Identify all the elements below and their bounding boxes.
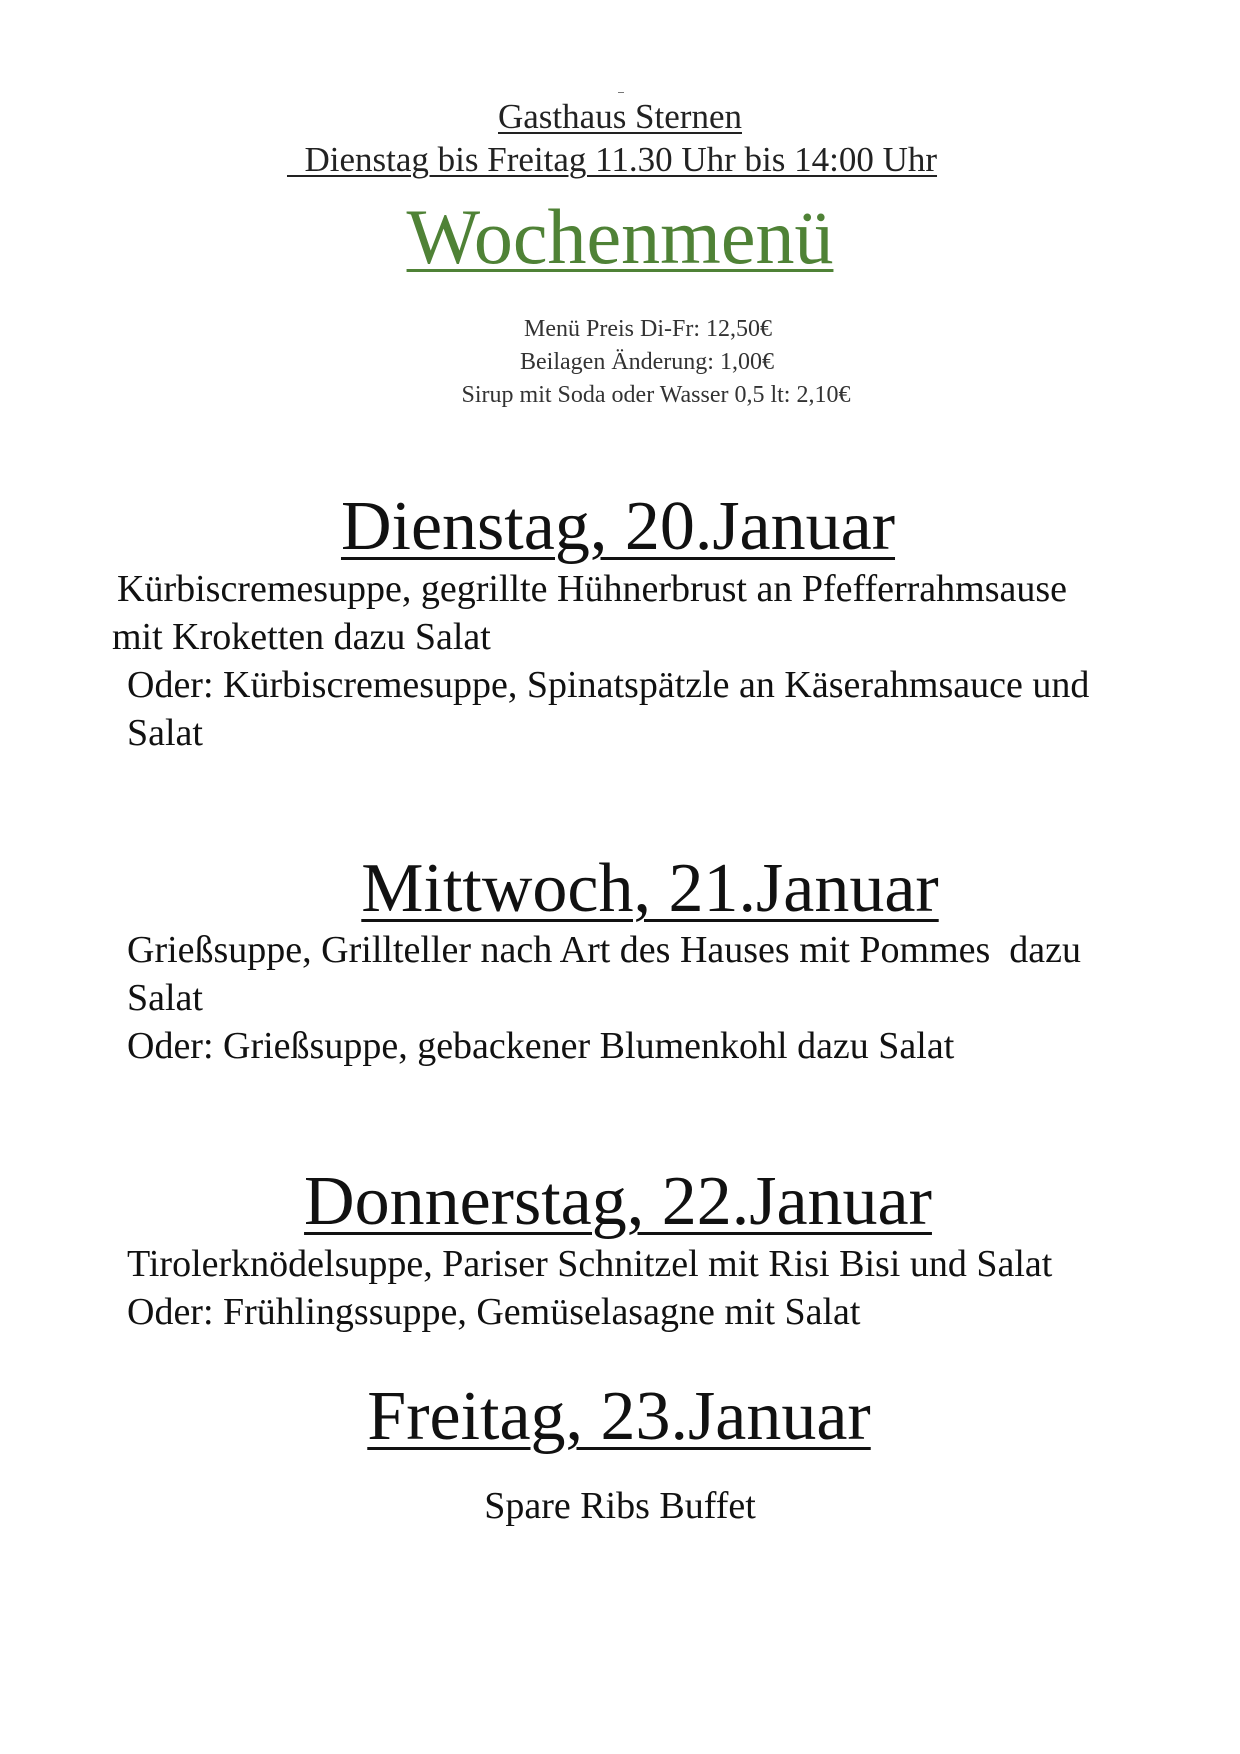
menu-line: Grießsuppe, Grillteller nach Art des Hauses mit Pommes dazu (127, 929, 1082, 971)
day-heading-wednesday: Mittwoch, 21.Januar (361, 850, 939, 927)
menu-line: Tirolerknödelsuppe, Pariser Schnitzel mit Risi Bisi und Salat (127, 1243, 1053, 1285)
menu-line: Spare Ribs Buffet (484, 1485, 756, 1527)
menu-line: Oder: Kürbiscremesuppe, Spinatspätzle an Käserahmsauce und (127, 664, 1090, 706)
price-side-change: Beilagen Änderung: 1,00€ (520, 349, 774, 375)
page-title: Wochenmenü (406, 193, 834, 280)
day-heading-thursday: Donnerstag, 22.Januar (304, 1163, 932, 1240)
opening-hours: Dienstag bis Freitag 11.30 Uhr bis 14:00 Uhr (286, 140, 938, 179)
menu-line: Salat (127, 977, 203, 1019)
menu-line: Oder: Frühlingssuppe, Gemüselasagne mit Salat (127, 1291, 861, 1333)
menu-line: mit Kroketten dazu Salat (112, 616, 491, 658)
menu-line: Oder: Grießsuppe, gebackener Blumenkohl dazu Salat (127, 1025, 955, 1067)
day-heading-friday: Freitag, 23.Januar (367, 1378, 871, 1455)
day-heading-tuesday: Dienstag, 20.Januar (340, 488, 896, 565)
restaurant-name: Gasthaus Sternen (498, 97, 742, 136)
menu-line: Kürbiscremesuppe, gegrillte Hühnerbrust an Pfefferrahmsause (117, 568, 1068, 610)
price-syrup: Sirup mit Soda oder Wasser 0,5 lt: 2,10€ (461, 382, 851, 408)
price-menu: Menü Preis Di-Fr: 12,50€ (524, 316, 772, 342)
price-list (0, 313, 1240, 412)
menu-line: Salat (127, 712, 203, 754)
stray-mark (618, 92, 624, 93)
